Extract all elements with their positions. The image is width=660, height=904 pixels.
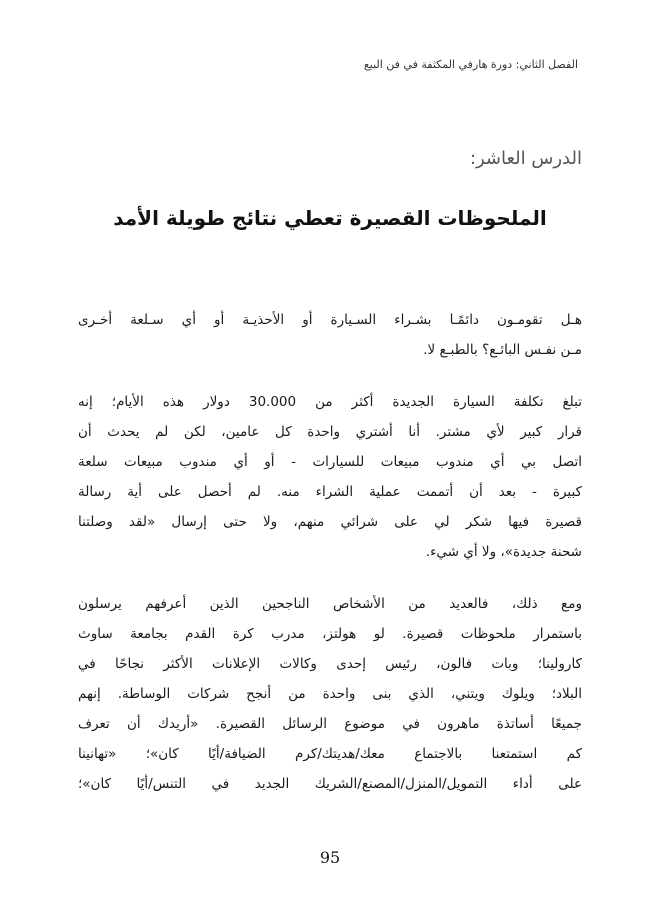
text-line: كم استمتعنا بالاجتماع معك/هديتك/كرم الضيافة/أيًا كان»؛ «تهانينا [78,746,582,762]
lesson-title: الملحوظات القصيرة تعطي نتائج طويلة الأمد [113,206,547,230]
page-number: 95 [319,848,341,867]
text-line: مـن نفـس البائـع؟ بالطبـع لا. [423,342,582,358]
text-line: باستمرار ملحوظات قصيرة. لو هولتز، مدرب كرة القدم بجامعة ساوث [78,626,582,642]
text-line: ومع ذلك، فالعديد من الأشخاص الناجحين الذين أعرفهم يرسلون [78,596,582,612]
text-line: قصيرة فيها شكر لي على شرائي منهم، ولا حتى إرسال «لقد وصلتنا [78,514,582,530]
text-line: كبيرة - بعد أن أتممت عملية الشراء منه. لم أحصل على أية رسالة [78,484,582,500]
body-text [78,305,582,821]
text-line: شحنة جديدة»، ولا أي شيء. [425,544,582,560]
text-line: جميعًا أساتذة ماهرون في موضوع الرسائل القصيرة. «أريدك أن تعرف [78,716,582,732]
paragraph-3 [78,589,582,799]
paragraph-2 [78,387,582,567]
text-line: البلاد؛ ويلوك ويتني، الذي بنى واحدة من أنجح شركات الوساطة. إنهم [78,686,582,702]
text-line: اتصل بي أي مندوب مبيعات للسيارات - أو أي مندوب مبيعات سلعة [78,454,582,470]
running-head: الفصل الثاني: دورة هارفي المكثفة في فن البيع [363,58,578,71]
text-line: تبلغ تكلفة السيارة الجديدة أكثر من 30.000 دولار هذه الأيام؛ إنه [78,394,582,410]
text-line: هـل تقومـون دائمًـا بشـراء السـيارة أو الأحذيـة أو أي سـلعة أخـرى [78,312,582,328]
text-line: على أداء التمويل/المنزل/المصنع/الشريك الجديد في التنس/أيًا كان»؛ [78,776,582,792]
lesson-label: الدرس العاشر: [469,148,582,169]
text-line: كارولينا؛ وبات فالون، رئيس إحدى وكالات الإعلانات الأكثر نجاحًا في [78,656,582,672]
text-line: قرار كبير لأي مشتر. أنا أشتري واحدة كل عامين، لكن لم يحدث أن [78,424,582,440]
paragraph-1 [78,305,582,365]
